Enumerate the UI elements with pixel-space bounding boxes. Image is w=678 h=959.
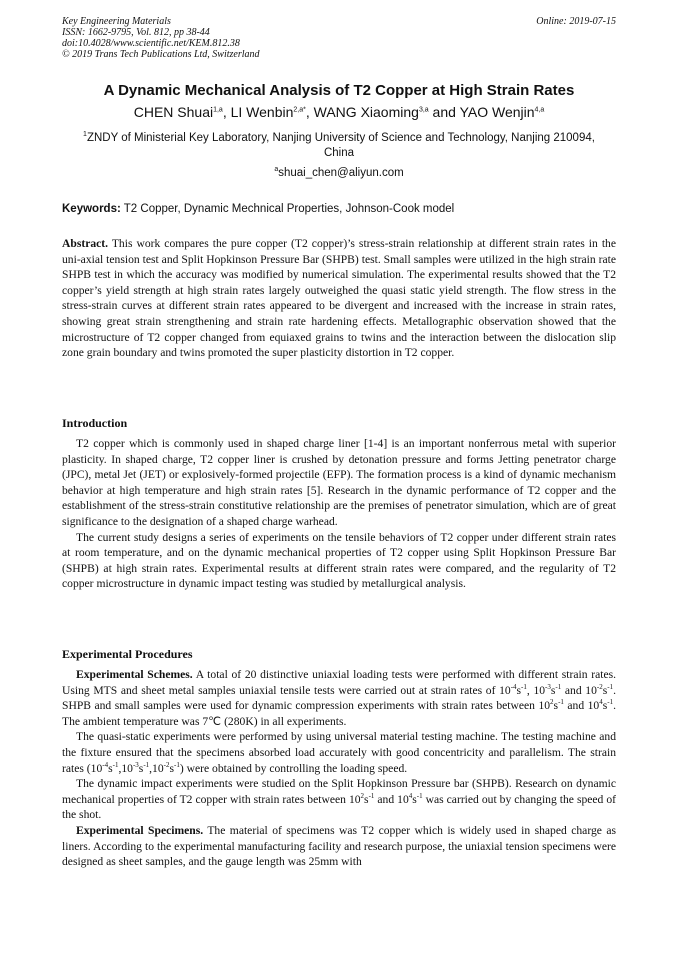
exponent: -2: [596, 682, 603, 691]
exponent: -4: [510, 682, 517, 691]
keywords-label: Keywords:: [62, 203, 121, 215]
text-run: . SHPB and small samples were used for dynamic compression experiments with strain rates between 10: [62, 683, 617, 713]
text-run: A total of 20 distinctive uniaxial loading tests were performed with different strain rates. Using MTS and sheet metal samples uniaxial tensile tests were carried out at strain rates of 10: [62, 668, 616, 697]
author-sep: and: [428, 104, 460, 120]
procedures-paragraph-4: [62, 823, 616, 870]
author-sup: 2,a*: [293, 106, 306, 114]
unit: s: [364, 792, 369, 806]
keywords-text: T2 Copper, Dynamic Mechnical Properties, Johnson-Cook model: [120, 203, 455, 215]
text-run: . The ambient temperature was 7℃ (280K) in all experiments.: [62, 699, 616, 728]
unit: s: [108, 761, 113, 775]
exponent: 4: [599, 698, 603, 707]
exponent: -1: [558, 698, 564, 707]
author-email: [40, 167, 638, 179]
email-text: shuai_chen@aliyun.com: [278, 167, 404, 179]
doi-line: doi:10.4028/www.scientific.net/KEM.812.38: [62, 38, 240, 49]
schemes-label: Experimental Schemes.: [76, 668, 193, 681]
author-sep: ,: [222, 104, 231, 120]
text-run: The quasi-static experiments were performed by using universal material testing machine. The testing machine and the fixture ensured that the specimens absorbed load accurately with good concentricity and parallelism. The strain rates (10: [62, 730, 616, 775]
text-run: was carried out by changing the speed of the shot.: [62, 792, 616, 822]
text-run: The dynamic impact experiments were studied on the Split Hopkinson Pressure bar (SHPB). Research on dynamic mechanical properties of T2 copper with strain rates between 10: [62, 777, 616, 806]
section-heading-introduction: Introduction: [62, 416, 128, 430]
exponent: -1: [416, 791, 423, 800]
unit: s: [169, 761, 175, 775]
unit: s: [602, 699, 608, 713]
exponent: -1: [521, 682, 527, 691]
exponent: 2: [550, 698, 554, 707]
journal-name: Key Engineering Materials: [62, 16, 171, 27]
author-name: WANG Xiaoming: [313, 104, 419, 120]
text-run: and 10: [374, 792, 409, 806]
text-run: The material of specimens was T2 copper which is widely used in shaped charge as liners. According to the experimental manufacturing facility and research purpose, the uniaxial tension specimens were designed as sheet samples, and the gauge length was 25mm with: [62, 823, 616, 869]
abstract-label: Abstract.: [62, 237, 109, 250]
email-sup: a: [274, 166, 279, 174]
exponent: -3: [545, 682, 551, 691]
intro-paragraph-2: The current study designs a series of experiments on the tensile behaviors of T2 copper under different strain rates at room temperature, and on the dynamic mechanical properties of T2 copper using Split Hopkinson Pressure Bar (SHPB) at high strain rates. Experimental results at different strain rates were compared, and the regularity of T2 copper microstructure in dynamic impact testing was studied by metallurgical analysis.: [62, 530, 616, 591]
author-name: CHEN Shuai: [133, 104, 214, 120]
keywords: [62, 203, 616, 215]
unit: s: [550, 683, 556, 697]
introduction-body: [62, 436, 616, 592]
exponent: -1: [174, 760, 180, 769]
exponent: -1: [368, 791, 375, 800]
unit: s: [138, 761, 144, 775]
affiliation-text: ZNDY of Ministerial Key Laboratory, Nanjing University of Science and Technology, Nanjing 210094, China: [86, 132, 595, 159]
procedures-body: [62, 667, 616, 870]
online-date: Online: 2019-07-15: [536, 16, 616, 27]
text-run: and 10: [561, 683, 597, 697]
exponent: -1: [112, 760, 119, 769]
journal-header: [62, 16, 616, 60]
exponent: -1: [607, 682, 614, 691]
author-list: [40, 104, 638, 120]
copyright-line: © 2019 Trans Tech Publications Ltd, Switzerland: [62, 49, 260, 60]
author-sep: ,: [305, 104, 314, 120]
abstract: [62, 236, 616, 361]
unit: s: [553, 699, 559, 713]
section-heading-procedures: Experimental Procedures: [62, 647, 193, 661]
text-run: , 10: [526, 683, 546, 697]
exponent: -2: [163, 760, 170, 769]
abstract-paragraph: [62, 236, 616, 361]
exponent: -1: [143, 760, 150, 769]
paper-title: A Dynamic Mechanical Analysis of T2 Copper at High Strain Rates: [103, 82, 575, 99]
procedures-paragraph-3: [62, 776, 616, 823]
exponent: -1: [607, 698, 614, 707]
intro-paragraph-1: T2 copper which is commonly used in shaped charge liner [1-4] is an important nonferrous metal with superior plasticity. In shaped charge, T2 copper liner is crushed by detonation pressure and forms Jetting penetrator charge (JPC), metal Jet (JET) or explosively-formed projectile (EFP). The formation process is a kind of dynamic mechanism behavior at high temperature and high strain rates [5]. Research in the dynamic performance of T2 copper and the establishment of the stress-strain constitutive relationship are the premises of penetrator simulation, which are of great significance to the designation of a shaped charge warhead.: [62, 437, 616, 528]
issn-line: ISSN: 1662-9795, Vol. 812, pp 38-44: [62, 27, 210, 38]
procedures-paragraph-2: [62, 729, 616, 776]
exponent: -3: [132, 760, 139, 769]
text-run: ,10: [118, 761, 133, 775]
text-run: and 10: [563, 699, 600, 713]
text-run: ,10: [149, 761, 164, 775]
author-sup: 4,a: [534, 106, 545, 114]
author-sup: 3,a: [418, 106, 429, 114]
affiliation: [70, 131, 608, 161]
unit: s: [602, 683, 608, 697]
exponent: 4: [408, 791, 413, 800]
author-name: YAO Wenjin: [459, 104, 535, 120]
abstract-text: This work compares the pure copper (T2 copper)’s stress-strain relationship at different strain rates in the uni-axial tension test and Split Hopkinson Pressure Bar (SHPB) test. Small samples were utilized in the high strain rate SHPB test in which the accuracy was modified by numerical simulation. The experimental results showed that the T2 copper’s yield strength at high strain rates largely outweighed the quasi static yield strength. The flow stress in the stress-strain curves at different strain rates appeared to be divergent and increased with the increase in strain rates, showing great strain strengthening and strain rate hardening effects. Metallographic observation showed that the microstructure of T2 copper changed from equiaxed grains to twins and the interaction between the dislocation slip zone grain boundary and twins promoted the super plasticity distortion in T2 copper.: [62, 237, 616, 360]
author-name: LI Wenbin: [230, 104, 294, 120]
exponent: 2: [360, 791, 365, 800]
text-run: ) were obtained by controlling the loading speed.: [179, 761, 408, 775]
procedures-paragraph-1: [62, 667, 616, 729]
exponent: -1: [555, 682, 562, 691]
unit: s: [412, 792, 417, 806]
specimens-label: Experimental Specimens.: [76, 823, 204, 837]
author-sup: 1,a: [213, 106, 223, 114]
unit: s: [516, 683, 522, 697]
exponent: -4: [102, 760, 109, 769]
affiliation-sup: 1: [83, 131, 87, 139]
